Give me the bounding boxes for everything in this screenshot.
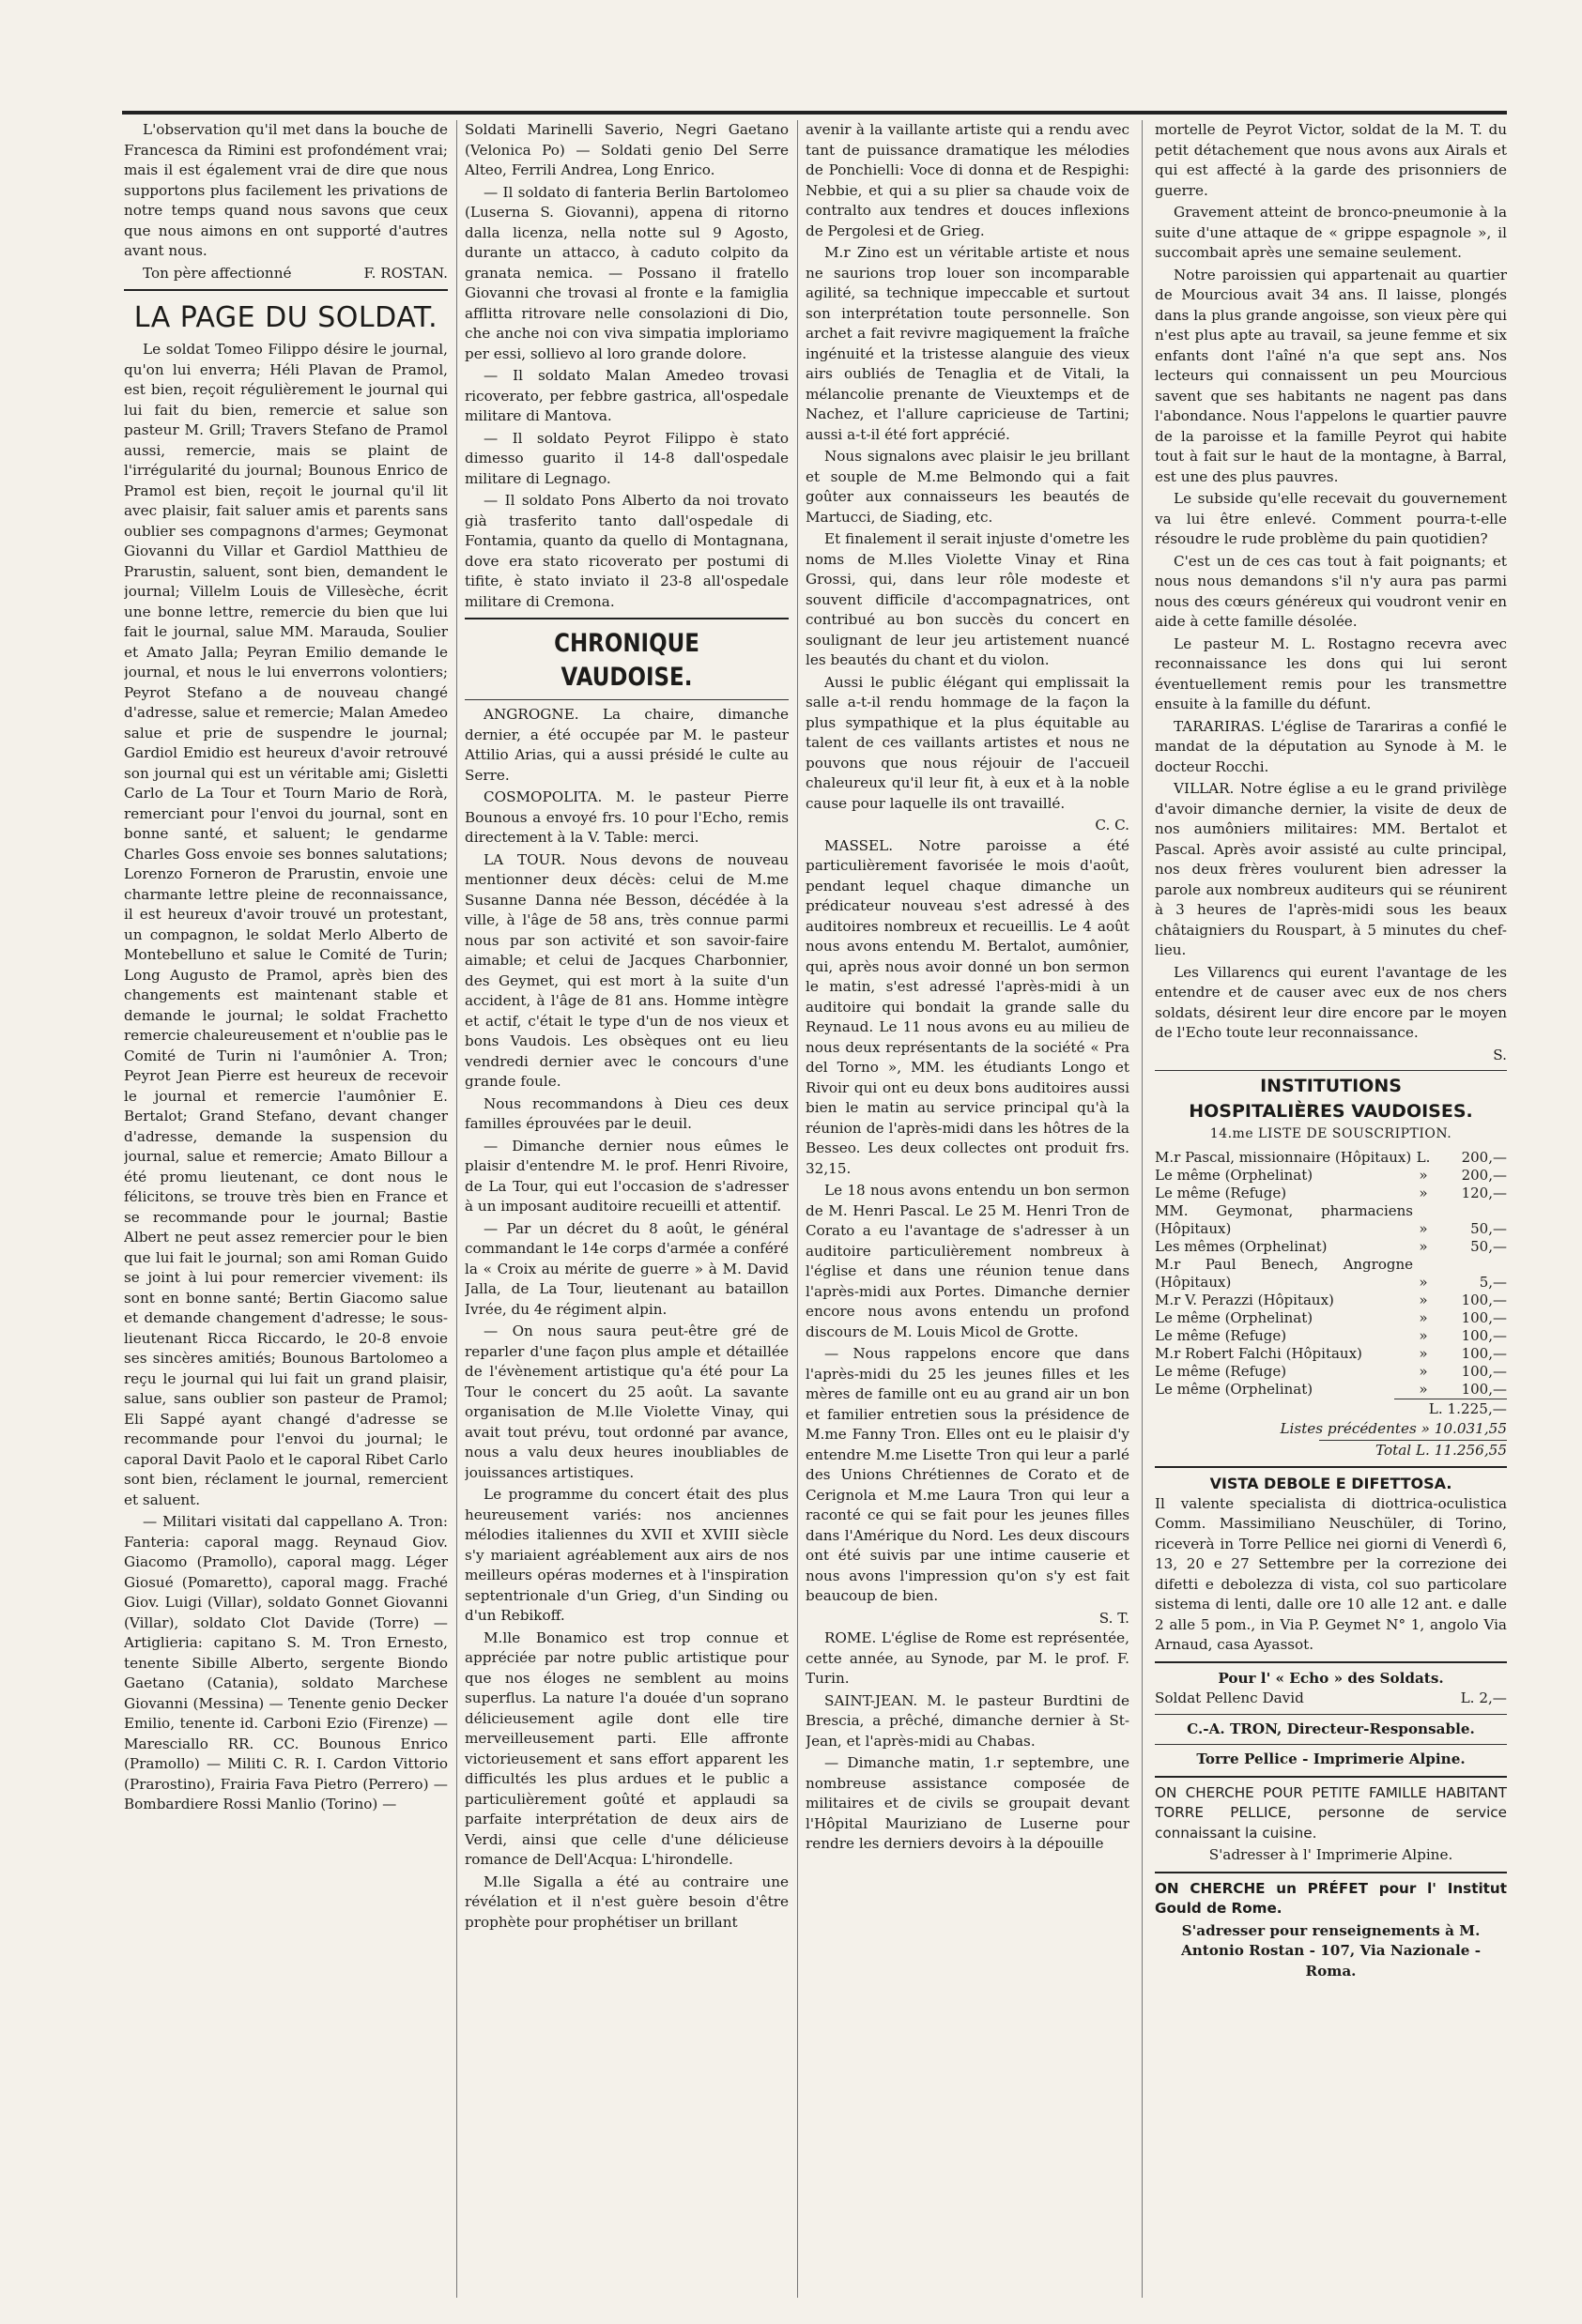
chronique-paragraph: Le 18 nous avons entendu un bon sermon de M. Henri Pascal. Le 25 M. Henri Tron de Corato a eu l'avantage de s'adresser à un auditoire particulièrement nombreux à l'église et dans une réunion tenue dans l'après-midi aux Portes. Dimanche dernier encore nous avons entendu un profond discours de M. Louis Micol de Grotte. bbox=[806, 1182, 1129, 1340]
subscription-row bbox=[1155, 1238, 1507, 1256]
intro-paragraph: L'observation qu'il met dans la bouche de Francesca da Rimini est profondément vrai; mais il est également vrai de dire que nous supportons plus facilement les privations de notre temps quand nous savons que ceux que nous aimons en ont supporté d'autres avant nous. bbox=[124, 121, 448, 259]
classified-ad-2-address: S'adresser pour renseignements à M. Antonio Rostan - 107, Via Nazionale - Roma. bbox=[1180, 1921, 1482, 1980]
signature: C. C. bbox=[1095, 817, 1129, 833]
chronique-paragraph: Le programme du concert était des plus heureusement variés: nos anciennes mélodies italiennes du XVII et XVIII siècle s'y mariaient agréablement aux airs de nos meilleurs opéras modernes et à l'inspiration septentrionale d'un Grieg, d'un Sinding ou d'un Rebikoff. bbox=[465, 1486, 789, 1624]
chronique-paragraph: MASSEL. Notre paroisse a été particulièrement favorisée le mois d'août, pendant lequel chaque dimanche un prédicateur nouveau s'est adressé à des auditoires nombreux et recueillis. Le 4 août nous avons entendu M. Bertalot, aumônier, qui, après nous avoir donné un bon sermon le matin, s'est adressé l'après-midi à un auditoire qui bondait la grande salle du Reynaud. Le 11 nous avons eu au milieu de nous deux représentants de la société « Pra del Torno », MM. les étudiants Longo et Rivoir qui ont eu deux bons auditoires aussi bien le matin au service principal qu'à la réunion de l'après-midi dans les hôtres de la Besseo. Les deux collectes ont produit frs. 32,15. bbox=[806, 836, 1129, 1177]
subscription-amount: 120,— bbox=[1461, 1184, 1507, 1201]
subscription-amount: 100,— bbox=[1461, 1344, 1507, 1362]
subscription-row bbox=[1155, 1149, 1507, 1167]
subscription-currency: » bbox=[1419, 1184, 1428, 1201]
chronique-paragraph: VILLAR. Notre église a eu le grand privilège d'avoir dimanche dernier, la visite de deux de nos aumôniers militaires: MM. Bertalot et Pascal. Après avoir assisté au culte principal, nos deux frères voulurent bien adresser la parole aux nombreux auditeurs qui se réunirent à 3 heures de l'après-midi sous les beaux châtaigniers du Rouspart, à 5 minutes du chef-lieu. bbox=[1155, 780, 1507, 958]
chronique-paragraph: Aussi le public élégant qui emplissait la salle a-t-il rendu hommage de la façon la plus sympathique et la plus équitable au talent de ces vaillants artistes et nous ne pouvons que nous réjouir de l'accueil chaleureux qu'il leur fit, à eux et à la noble cause pour laquelle ils ont travaillé. bbox=[806, 673, 1129, 812]
closing: Ton père affectionné bbox=[143, 264, 292, 282]
column-divider bbox=[1142, 120, 1143, 2298]
divider bbox=[1155, 1466, 1507, 1468]
divider bbox=[465, 699, 789, 700]
chronique-paragraph: — On nous saura peut-être gré de reparler d'une façon plus ample et détaillée de l'évènement artistique qu'a été pour La Tour le concert du 25 août. La savante organisation de M.lle Violette Vinay, qui avait tout prévu, tout ordonné par avance, nous a valu deux heures inoubliables de jouissances artistiques. bbox=[465, 1323, 789, 1481]
column-3 bbox=[806, 120, 1129, 2298]
article-paragraph: — Il soldato Malan Amedeo trovasi ricoverato, per febbre gastrica, all'ospedale militare di Mantova. bbox=[465, 367, 789, 424]
chronique-paragraph: COSMOPOLITA. M. le pasteur Pierre Bounous a envoyé frs. 10 pour l'Echo, remis directement à la V. Table: merci. bbox=[465, 788, 789, 846]
subscription-amount: 50,— bbox=[1470, 1219, 1507, 1237]
divider bbox=[1155, 1776, 1507, 1778]
signature: S. T. bbox=[1098, 1609, 1129, 1627]
echo-amount: L. 2,— bbox=[1460, 1689, 1507, 1706]
divider bbox=[1155, 1872, 1507, 1873]
subscription-row bbox=[1155, 1345, 1507, 1363]
subscription-currency: » bbox=[1419, 1166, 1428, 1184]
subscription-name: Le même (Orphelinat) bbox=[1155, 1308, 1313, 1326]
vista-ad-text: Il valente specialista di diottrica-oculistica Comm. Massimiliano Neuschüler, di Torino, riceverà in Torre Pellice nei giorni di Venerdì 6, 13, 20 e 27 Settembre per la correzione dei difetti e debolezza di vista, col suo particolare sistema di lenti, dalle ore 10 alle 12 ant. e dalle 2 alle 5 pom., in Via P. Geymet N° 1, angolo Via Arnaud, casa Ayassot. bbox=[1155, 1494, 1507, 1653]
classified-ad-1-address: S'adresser à l' Imprimerie Alpine. bbox=[1208, 1846, 1453, 1863]
echo-donor: Soldat Pellenc David bbox=[1155, 1689, 1304, 1706]
column-1 bbox=[124, 120, 448, 2298]
article-paragraph: — Il soldato di fanteria Berlin Bartolomeo (Luserna S. Giovanni), appena di ritorno dalla licenza, nella notte sul 9 Agosto, durante un attacco, à caduto colpito da granata nemica. — Possano il fratello Giovanni che trovasi al fronte e la famiglia afflitta ritrovare nelle consolazioni di Dio, che anche noi con viva simpatia imploriamo per essi, sollievo al loro grande dolore. bbox=[465, 183, 789, 362]
section-heading: LA PAGE DU SOLDAT. bbox=[133, 301, 438, 334]
chronique-paragraph: Le subside qu'elle recevait du gouvernement va lui être enlevé. Comment pourra-t-elle résoudre le rude problème du pain quotidien? bbox=[1155, 490, 1507, 547]
divider bbox=[1155, 1714, 1507, 1715]
institutions-heading: INSTITUTIONS bbox=[1260, 1076, 1402, 1096]
subscription-amount: 200,— bbox=[1461, 1148, 1507, 1166]
chronique-paragraph: Nous recommandons à Dieu ces deux familles éprouvées par le deuil. bbox=[465, 1094, 789, 1132]
subscription-name: M.r V. Perazzi (Hôpitaux) bbox=[1155, 1291, 1334, 1308]
subscription-name: M.r Paul Benech, Angrogne (Hôpitaux) bbox=[1155, 1255, 1413, 1291]
institutions-heading: HOSPITALIÈRES VAUDOISES. bbox=[1189, 1101, 1473, 1122]
chronique-paragraph: — Dimanche dernier nous eûmes le plaisir d'entendre M. le prof. Henri Rivoire, de La Tour, qui eut l'occasion de s'adresser à un imposant auditoire recueilli et attentif. bbox=[465, 1137, 789, 1215]
article-paragraph: — Militari visitati dal cappellano A. Tron: Fanteria: caporal magg. Reynaud Giov. Giacomo (Pramollo), caporal magg. Léger Giosué (Pomaretto), caporal magg. Fraché Giov. Luigi (Villar), soldato Gonnet Giovanni (Villar), soldato Clot Davide (Torre) — Artiglieria: capitano S. M. Tron Ernesto, tenente Sibille Alberto, sergente Biondo Gaetano (Catania), soldato Marchese Giovanni (Messina) — Tenente genio Decker Emilio, tenente id. Carboni Ezio (Firenze) — Maresciallo RR. CC. Bounous Enrico (Pramollo) — Militi C. R. I. Cardon Vittorio (Prarostino), Frairia Fava Pietro (Perrero) — Bombardiere Rossi Manlio (Torino) — bbox=[124, 1513, 448, 1812]
subscription-amount: 100,— bbox=[1461, 1380, 1507, 1398]
classified-ad-2: ON CHERCHE un PRÉFET pour l' Institut Gould de Rome. bbox=[1155, 1879, 1507, 1917]
chronique-paragraph: avenir à la vaillante artiste qui a rendu avec tant de puissance dramatique les mélodies de Ponchielli: Voce di donna et de Respighi: Nebbie, et qui a su plier sa chaude voix de contralto aux tendres et douces inflexions de Pergolesi et de Grieg. bbox=[806, 121, 1129, 239]
article-paragraph: — Il soldato Pons Alberto da noi trovato già trasferito tanto dall'ospedale di Fontamia, quanto da quello di Montagnana, dove era stato ricoverato per postumi di tifite, è stato inviato il 23-8 all'ospedale militare di Cremona. bbox=[465, 492, 789, 610]
subscription-row bbox=[1155, 1381, 1507, 1399]
printer-line: Torre Pellice - Imprimerie Alpine. bbox=[1196, 1751, 1466, 1767]
subscription-currency: » bbox=[1419, 1362, 1428, 1380]
chronique-paragraph: — Dimanche matin, 1.r septembre, une nombreuse assistance composée de militaires et de civils se groupait devant l'Hôpital Mauriziano de Luserne pour rendre les derniers devoirs à la dépouille bbox=[806, 1754, 1129, 1852]
subscription-row bbox=[1155, 1309, 1507, 1327]
subscription-name: Le même (Refuge) bbox=[1155, 1326, 1287, 1344]
echo-line bbox=[1155, 1689, 1507, 1709]
signature: F. ROSTAN. bbox=[363, 264, 448, 282]
chronique-paragraph: C'est un de ces cas tout à fait poignants; et nous nous demandons s'il n'y aura pas parmi nous des cœurs généreux qui voudront venir en aide à cette famille désolée. bbox=[1155, 552, 1507, 630]
signature: S. bbox=[1493, 1046, 1507, 1063]
chronique-paragraph: ROME. L'église de Rome est représentée, cette année, au Synode, par M. le prof. F. Turin. bbox=[806, 1629, 1129, 1687]
list-title: 14.me LISTE DE SOUSCRIPTION. bbox=[1209, 1126, 1452, 1141]
vista-ad-title: VISTA DEBOLE E DIFETTOSA. bbox=[1209, 1475, 1452, 1492]
subscription-currency: » bbox=[1419, 1273, 1428, 1291]
subscription-amount: 5,— bbox=[1479, 1273, 1507, 1291]
subscription-currency: » bbox=[1419, 1237, 1428, 1255]
subscription-name: Le même (Refuge) bbox=[1155, 1362, 1287, 1380]
subscription-row bbox=[1155, 1292, 1507, 1309]
subscription-amount: 100,— bbox=[1461, 1362, 1507, 1380]
chronique-paragraph: Et finalement il serait injuste d'ometre les noms de M.lles Violette Vinay et Rina Grossi, qui, dans leur rôle modeste et souvent difficile d'accompagnatrices, ont contribué au bon succès du concert en soulignant de leur jeu artistement nuancé les beautés du chant et du violon. bbox=[806, 530, 1129, 668]
chronique-paragraph: SAINT-JEAN. M. le pasteur Burdtini de Brescia, a prêché, dimanche dernier à St-Jean, et l'après-midi au Chabas. bbox=[806, 1691, 1129, 1750]
column-4 bbox=[1155, 120, 1507, 2298]
subscription-name: Le même (Refuge) bbox=[1155, 1184, 1287, 1201]
subscription-name: Le même (Orphelinat) bbox=[1155, 1166, 1313, 1184]
subscription-name: M.r Pascal, missionnaire (Hôpitaux) bbox=[1155, 1148, 1412, 1166]
chronique-paragraph: M.lle Sigalla a été au contraire une révélation et il n'est guère besoin d'être prophète pour prophétiser un brillant bbox=[465, 1873, 789, 1931]
subscription-currency: » bbox=[1419, 1380, 1428, 1398]
chronique-paragraph: M.lle Bonamico est trop connue et appréciée par notre public artistique pour que nos éloges ne semblent au moins superflus. La nature l'a douée d'un soprano délicieusement agile dont elle tire merveilleusement parti. Elle affronte victorieusement et sans effort apparent les difficultés les plus ardues et le public a particulièrement goûté et applaudi sa parfaite interprétation de deux airs de Verdi, ainsi que celle d'une délicieuse romance de Dell'Acqua: L'hirondelle. bbox=[465, 1628, 789, 1868]
director-line: C.-A. TRON, Directeur-Responsable. bbox=[1187, 1720, 1475, 1737]
subscription-currency: » bbox=[1419, 1219, 1428, 1237]
subscription-row bbox=[1155, 1202, 1507, 1238]
article-paragraph: Soldati Marinelli Saverio, Negri Gaetano (Velonica Po) — Soldati genio Del Serre Alteo, Ferrili Andrea, Long Enrico. bbox=[465, 121, 789, 178]
subscription-name: Les mêmes (Orphelinat) bbox=[1155, 1237, 1328, 1255]
letter-signature bbox=[124, 264, 448, 284]
chronique-paragraph: TARARIRAS. L'église de Tarariras a confié le mandat de la députation au Synode à M. le docteur Rocchi. bbox=[1155, 717, 1507, 775]
subscription-name: MM. Geymonat, pharmaciens (Hôpitaux) bbox=[1155, 1201, 1413, 1237]
chronique-paragraph: LA TOUR. Nous devons de nouveau mentionner deux décès: celui de M.me Susanne Danna née Besson, décédée à la ville, à l'âge de 58 ans, très connue parmi nous par son activité et son savoir-faire aimable; et celui de Jacques Charbonnier, des Geymet, qui est mort à la suite d'un accident, à l'âge de 81 ans. Homme intègre et actif, c'était le type d'un de nos vieux et bons Vaudois. Les obsèques ont eu lieu vendredi dernier avec le concours d'une grande foule. bbox=[465, 850, 789, 1090]
chronique-paragraph: M.r Zino est un véritable artiste et nous ne saurions trop louer son incomparable agilité, sa technique impeccable et surtout son interprétation toute personnelle. Son archet a fait revivre magiquement la fraîche ingénuité et la tristesse alanguie des vieux airs oubliés de Tenaglia et de Vitali, la mélancolie prenante de Vieuxtemps et de Nachez, et l'allure capricieuse de Tartini; aussi a-t-il été fort apprécié. bbox=[806, 244, 1129, 443]
subscription-currency: » bbox=[1419, 1308, 1428, 1326]
subscription-row bbox=[1155, 1256, 1507, 1292]
subscription-row bbox=[1155, 1327, 1507, 1345]
column-divider bbox=[797, 120, 798, 2298]
subscription-name: M.r Robert Falchi (Hôpitaux) bbox=[1155, 1344, 1362, 1362]
section-heading: CHRONIQUE VAUDOISE. bbox=[554, 629, 699, 692]
subscription-row bbox=[1155, 1363, 1507, 1381]
total: Total L. 11.256,55 bbox=[1319, 1440, 1507, 1461]
subscription-amount: 200,— bbox=[1461, 1166, 1507, 1184]
article-paragraph: — Il soldato Peyrot Filippo è stato dimesso guarito il 14-8 dall'ospedale militare di Legnago. bbox=[465, 429, 789, 487]
subscription-currency: » bbox=[1419, 1344, 1428, 1362]
subscription-currency: » bbox=[1419, 1291, 1428, 1308]
subscription-amount: 100,— bbox=[1461, 1291, 1507, 1308]
divider bbox=[124, 289, 448, 291]
article-paragraph: Le soldat Tomeo Filippo désire le journal, qu'on lui enverra; Héli Plavan de Pramol, est bien, reçoit régulièrement le journal qui lui fait du bien, remercie et salue son pasteur M. Grill; Travers Stefano de Pramol aussi, remercie, mais se plaint de l'irrégularité du journal; Bounous Enrico de Pramol est bien, reçoit le journal qu'il lit avec plaisir, fait saluer amis et parents sans oublier ses compagnons d'armes; Geymonat Giovanni du Villar et Gardiol Matthieu de Prarustin, saluent, sont bien, demandent le journal; Villelm Louis de Villesèche, écrit une bonne lettre, remercie du bien que lui fait le journal, salue MM. Marauda, Soulier et Amato Jalla; Peyran Emilio demande le journal, et nous le lui enverrons volontiers; Peyrot Stefano a de nouveau changé d'adresse, salue et remercie; Malan Amedeo salue et prie de suspendre le journal; Gardiol Emidio est heureux d'avoir retrouvé son journal qui est un véritable ami; Gisletti Carlo de La Tour et Tourn Mario de Rorà, remerciant pour l'envoi du journal, sont en bonne santé, et saluent; le gendarme Charles Goss envoie ses bonnes salutations; Lorenzo Forneron de Prarustin, envoie une charmante lettre pleine de reconnaissance, il est heureux d'avoir trouvé un protestant, un compagnon, le soldat Merlo Alberto de Montebelluno et salue le Comité de Turin; Long Augusto de Pramol, après bien des changements est maintenant stable et demande le journal; le soldat Frachetto remercie chaleureusement et n'oublie pas le Comité de Turin ni l'aumônier A. Tron; Peyrot Jean Pierre est heureux de recevoir le journal et remercie l'aumônier E. Bertalot; Grand Stefano, devant changer d'adresse, demande la suspension du journal, salue et remercie; Amato Billour a été promu lieutenant, ce dont nous le félicitons, se trouve très bien en France et se recommande pour le journal; Bastie Albert ne peut assez remercier pour le bien que lui fait le journal; son ami Roman Guido se joint à lui pour remercier vivement: ils sont en bonne santé; Bertin Giacomo salue et demande changement d'adresse; le sous-lieutenant Ricca Riccardo, le 20-8 envoie ses sincères amitiés; Bounous Bartolomeo a reçu le journal qui lui fait un grand plaisir, salue, sans oublier son pasteur de Pramol; Eli Sappé ayant changé d'adresse se recommande pour l'envoi du journal; le caporal Davit Paolo et le caporal Ribet Carlo sont bien, réclament le journal, remercient et saluent. bbox=[124, 341, 448, 1508]
echo-title: Pour l' « Echo » des Soldats. bbox=[1218, 1669, 1444, 1687]
subscription-amount: 100,— bbox=[1461, 1326, 1507, 1344]
chronique-paragraph: Nous signalons avec plaisir le jeu brillant et souple de M.me Belmondo qui a fait goûter aux connaisseurs les beautés de Martucci, de Siading, etc. bbox=[806, 448, 1129, 526]
subscription-row bbox=[1155, 1185, 1507, 1202]
subscription-currency: » bbox=[1419, 1326, 1428, 1344]
divider bbox=[465, 618, 789, 619]
top-rule bbox=[122, 111, 1507, 115]
divider bbox=[1155, 1744, 1507, 1745]
subscription-amount: 50,— bbox=[1470, 1237, 1507, 1255]
chronique-paragraph: — Nous rappelons encore que dans l'après-midi du 25 les jeunes filles et les mères de famille ont eu au grand air un bon et familier entretien sous la présidence de M.me Fanny Tron. Elles ont eu le plaisir d'y entendre M.me Lisette Tron qui leur a parlé des Unions Chrétiennes de Corato et de Cerignola et M.me Laura Tron qui leur a raconté ce qui se fait pour les jeunes filles dans l'Amérique du Nord. Les deux discours ont été suivis par une intime causerie et nous avons l'impression qu'on s'y est fait beaucoup de bien. bbox=[806, 1345, 1129, 1604]
subscription-row bbox=[1155, 1167, 1507, 1185]
divider bbox=[1155, 1661, 1507, 1663]
previous-lists: Listes précédentes » 10.031,55 bbox=[1280, 1420, 1507, 1437]
column-divider bbox=[456, 120, 457, 2298]
chronique-paragraph: ANGROGNE. La chaire, dimanche dernier, a été occupée par M. le pasteur Attilio Arias, qui a aussi présidé le culte au Serre. bbox=[465, 706, 789, 784]
chronique-paragraph: Le pasteur M. L. Rostagno recevra avec reconnaissance les dons qui lui seront éventuellement remis pour les transmettre ensuite à la famille du défunt. bbox=[1155, 635, 1507, 712]
chronique-paragraph: Les Villarencs qui eurent l'avantage de les entendre et de causer avec eux de nos chers soldats, désirent leur dire encore par le moyen de l'Echo toute leur reconnaissance. bbox=[1155, 963, 1507, 1041]
subscription-table bbox=[1155, 1149, 1507, 1399]
classified-ad-1: ON CHERCHE POUR PETITE FAMILLE HABITANT TORRE PELLICE, personne de service connaissant la cuisine. bbox=[1155, 1783, 1507, 1842]
subscription-name: Le même (Orphelinat) bbox=[1155, 1380, 1313, 1398]
chronique-paragraph: mortelle de Peyrot Victor, soldat de la M. T. du petit détachement que nous avons aux Airals et qui est affecté à la garde des prisonniers de guerre. bbox=[1155, 121, 1507, 199]
subscription-currency: L. bbox=[1416, 1148, 1431, 1166]
chronique-paragraph: — Par un décret du 8 août, le général commandant le 14e corps d'armée a conféré la « Croix au mérite de guerre » à M. David Jalla, de La Tour, lieutenant au bataillon Ivrée, du 4e régiment alpin. bbox=[465, 1219, 789, 1318]
chronique-paragraph: Notre paroissien qui appartenait au quartier de Mourcious avait 34 ans. Il laisse, plongés dans la plus grande angoisse, son vieux père qui n'est plus apte au travail, sa jeune femme et six enfants dont l'aîné n'a que sept ans. Nos lecteurs qui connaissent un peu Mourcious savent que ses habitants ne nagent pas dans l'abondance. Nous l'appelons le quartier pauvre de la paroisse et la famille Peyrot qui habite tout à fait sur le haut de la montagne, à Barral, est une des plus pauvres. bbox=[1155, 266, 1507, 485]
column-2 bbox=[465, 120, 789, 2298]
subscription-amount: 100,— bbox=[1461, 1308, 1507, 1326]
divider bbox=[1155, 1070, 1507, 1071]
subtotal: L. 1.225,— bbox=[1394, 1399, 1507, 1420]
chronique-paragraph: Gravement atteint de bronco-pneumonie à la suite d'une attaque de « grippe espagnole », il succombait après une semaine seulement. bbox=[1155, 204, 1507, 261]
